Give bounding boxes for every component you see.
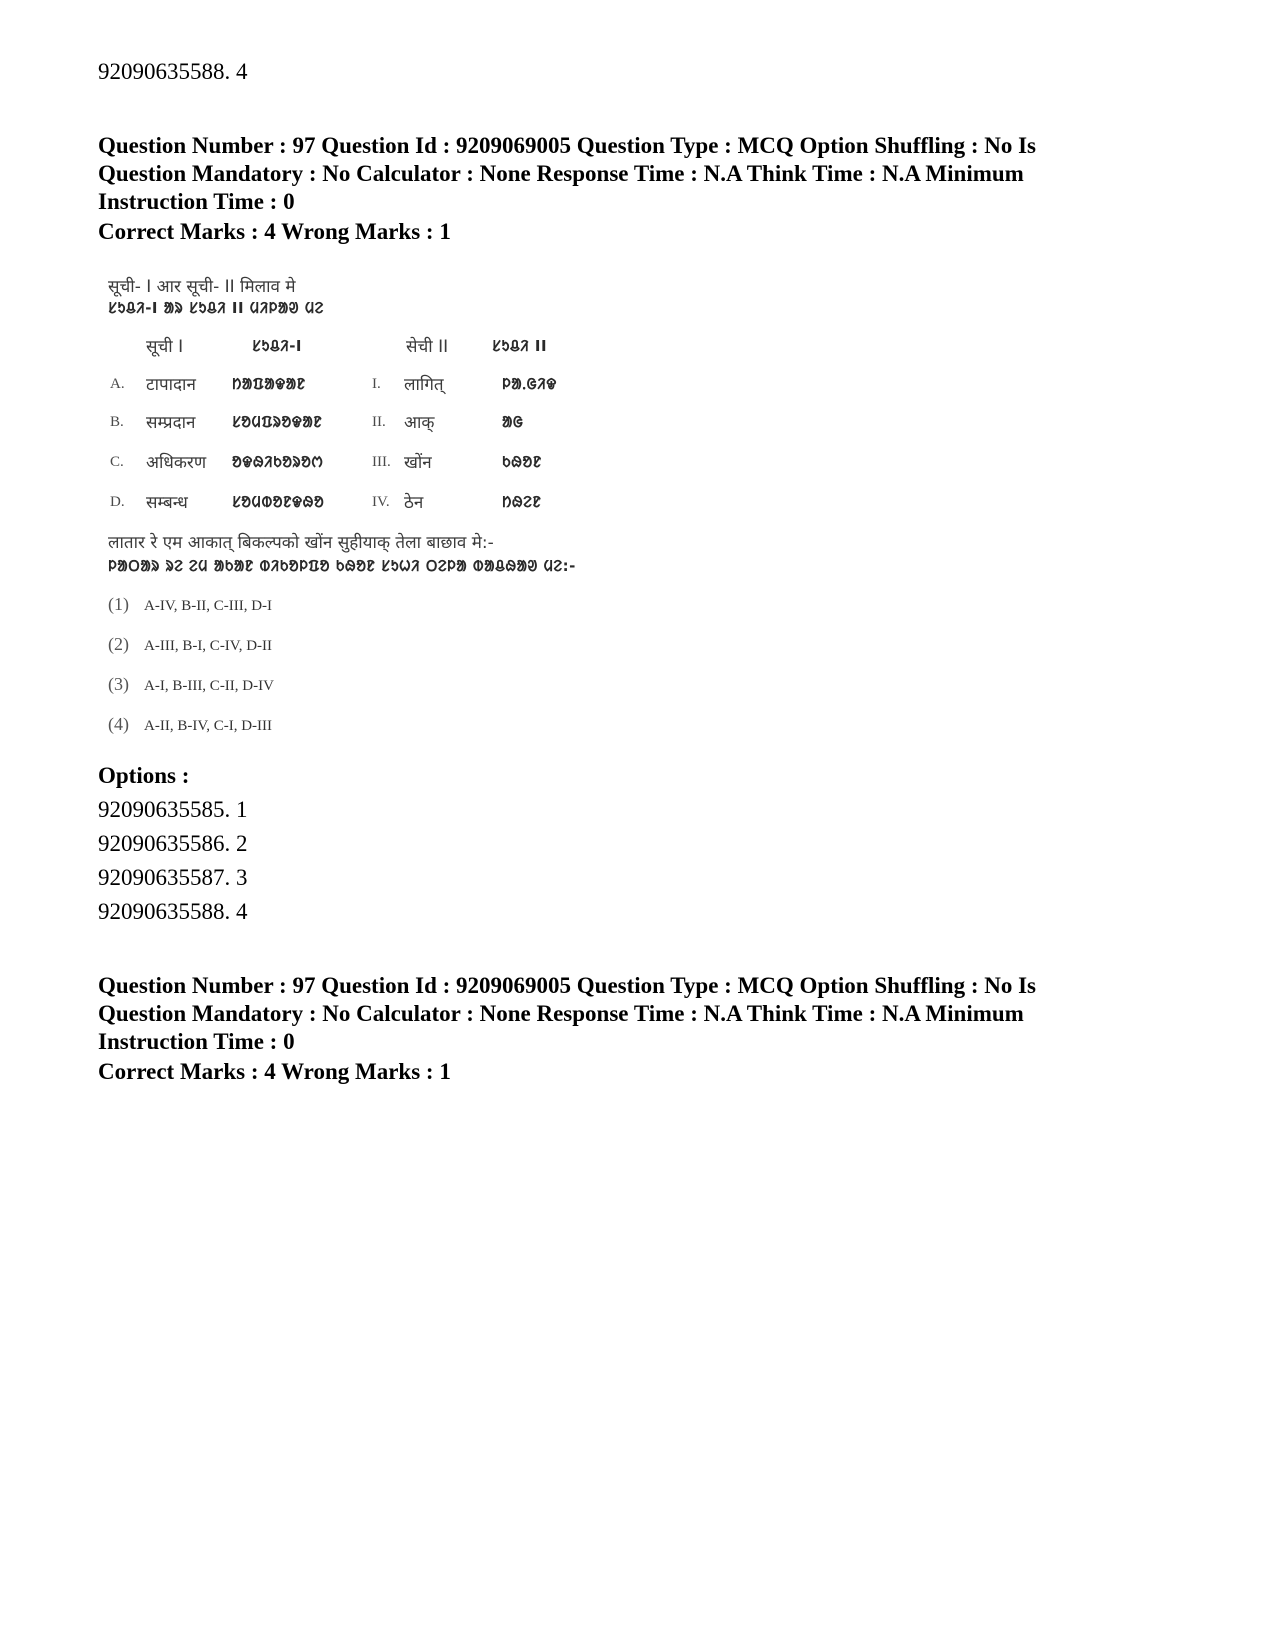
row-label: A. xyxy=(110,376,125,392)
row-right-label: III. xyxy=(372,454,391,470)
row-right-script: ᱞᱟᱹᱜᱤᱫ xyxy=(502,375,557,393)
row-right-label: I. xyxy=(372,376,381,392)
choice-text: A-I, B-III, C-II, D-IV xyxy=(144,678,274,694)
row-right-script: ᱠᱷᱚᱱ xyxy=(502,453,542,471)
option-line: 92090635586. 2 xyxy=(98,831,248,856)
row-right-script: ᱴᱷᱮᱱ xyxy=(502,493,542,511)
choice-text: A-II, B-IV, C-I, D-III xyxy=(144,718,273,734)
row-label: D. xyxy=(110,494,125,510)
row-right-hindi: खोंन xyxy=(404,453,432,473)
choice-text: A-III, B-I, C-IV, D-II xyxy=(144,638,273,654)
row-left-script: ᱥᱚᱢᱵᱚᱱᱫᱷᱚ xyxy=(232,493,325,511)
choice-number: (4) xyxy=(108,714,129,734)
row-right-hindi: ठेन xyxy=(404,493,424,513)
marks-line: Correct Marks : 4 Wrong Marks : 1 xyxy=(98,219,451,244)
choice-number: (3) xyxy=(108,674,129,694)
question-meta-block xyxy=(98,972,1188,1056)
row-right-label: II. xyxy=(372,414,386,430)
row-right-script: ᱟᱜ xyxy=(502,413,524,431)
option-line: 92090635587. 3 xyxy=(98,865,248,890)
row-label: B. xyxy=(110,414,124,430)
previous-answer-line: 92090635588. 4 xyxy=(98,59,248,84)
option-line: 92090635588. 4 xyxy=(98,899,248,924)
question-image xyxy=(104,268,624,758)
choice-text: A-IV, B-II, C-III, D-I xyxy=(144,598,273,614)
row-left-hindi: टापादान xyxy=(146,375,196,395)
question-meta-block xyxy=(98,132,1188,216)
row-left-script: ᱥᱚᱢᱯᱨᱚᱫᱟᱱ xyxy=(232,413,323,431)
choice-number: (2) xyxy=(108,634,129,654)
row-left-script: ᱴᱟᱯᱟᱫᱟᱱ xyxy=(232,375,306,393)
column-1-header-hindi: सूची I xyxy=(146,337,184,357)
question-meta-line: Question Mandatory : No Calculator : None Response Time : N.A Think Time : N.A Minimum xyxy=(98,1001,1024,1026)
question-meta-line: Question Mandatory : No Calculator : None Response Time : N.A Think Time : N.A Minimum xyxy=(98,161,1024,186)
match-heading-script: ᱥᱩᱪᱤ-I ᱟᱨ ᱥᱩᱪᱤ II ᱢᱤᱞᱟᱣ ᱢᱮ xyxy=(108,299,324,317)
row-left-hindi: सम्प्रदान xyxy=(146,413,196,433)
question-meta-line: Instruction Time : 0 xyxy=(98,189,295,214)
option-line: 92090635585. 1 xyxy=(98,797,248,822)
instruction-hindi: लातार रे एम आकात् बिकल्पको खोंन सुहीयाक् तेला बाछाव मे:- xyxy=(108,533,494,553)
column-2-header-hindi: सेची II xyxy=(406,337,449,357)
row-right-hindi: लागित् xyxy=(404,375,444,395)
row-label: C. xyxy=(110,454,124,470)
instruction-script: ᱞᱟᱛᱟᱨ ᱨᱮ ᱮᱢ ᱟᱠᱟᱱ ᱵᱤᱠᱚᱞᱯᱚ ᱠᱷᱚᱱ ᱥᱩᱦᱤ ᱛᱮᱞᱟ ᱵᱟᱪᱷᱟᱣ ᱢᱮ:- xyxy=(108,557,576,575)
row-right-hindi: आक् xyxy=(404,413,435,433)
options-label: Options : xyxy=(98,763,190,788)
question-meta-line: Question Number : 97 Question Id : 9209069005 Question Type : MCQ Option Shuffling : No Is xyxy=(98,133,1037,158)
choice-number: (1) xyxy=(108,594,129,614)
match-heading-hindi: सूची- I आर सूची- II मिलाव मे xyxy=(108,277,296,297)
column-1-header-script: ᱥᱩᱪᱤ-I xyxy=(252,337,303,355)
marks-line: Correct Marks : 4 Wrong Marks : 1 xyxy=(98,1059,451,1084)
row-left-hindi: सम्बन्ध xyxy=(146,493,188,513)
column-2-header-script: ᱥᱩᱪᱤ II xyxy=(492,337,548,355)
row-right-label: IV. xyxy=(372,494,390,510)
row-left-script: ᱚᱫᱷᱤᱠᱚᱨᱚᱬ xyxy=(232,453,324,471)
question-meta-line: Instruction Time : 0 xyxy=(98,1029,295,1054)
question-meta-line: Question Number : 97 Question Id : 9209069005 Question Type : MCQ Option Shuffling : No Is xyxy=(98,973,1037,998)
row-left-hindi: अधिकरण xyxy=(146,453,207,473)
